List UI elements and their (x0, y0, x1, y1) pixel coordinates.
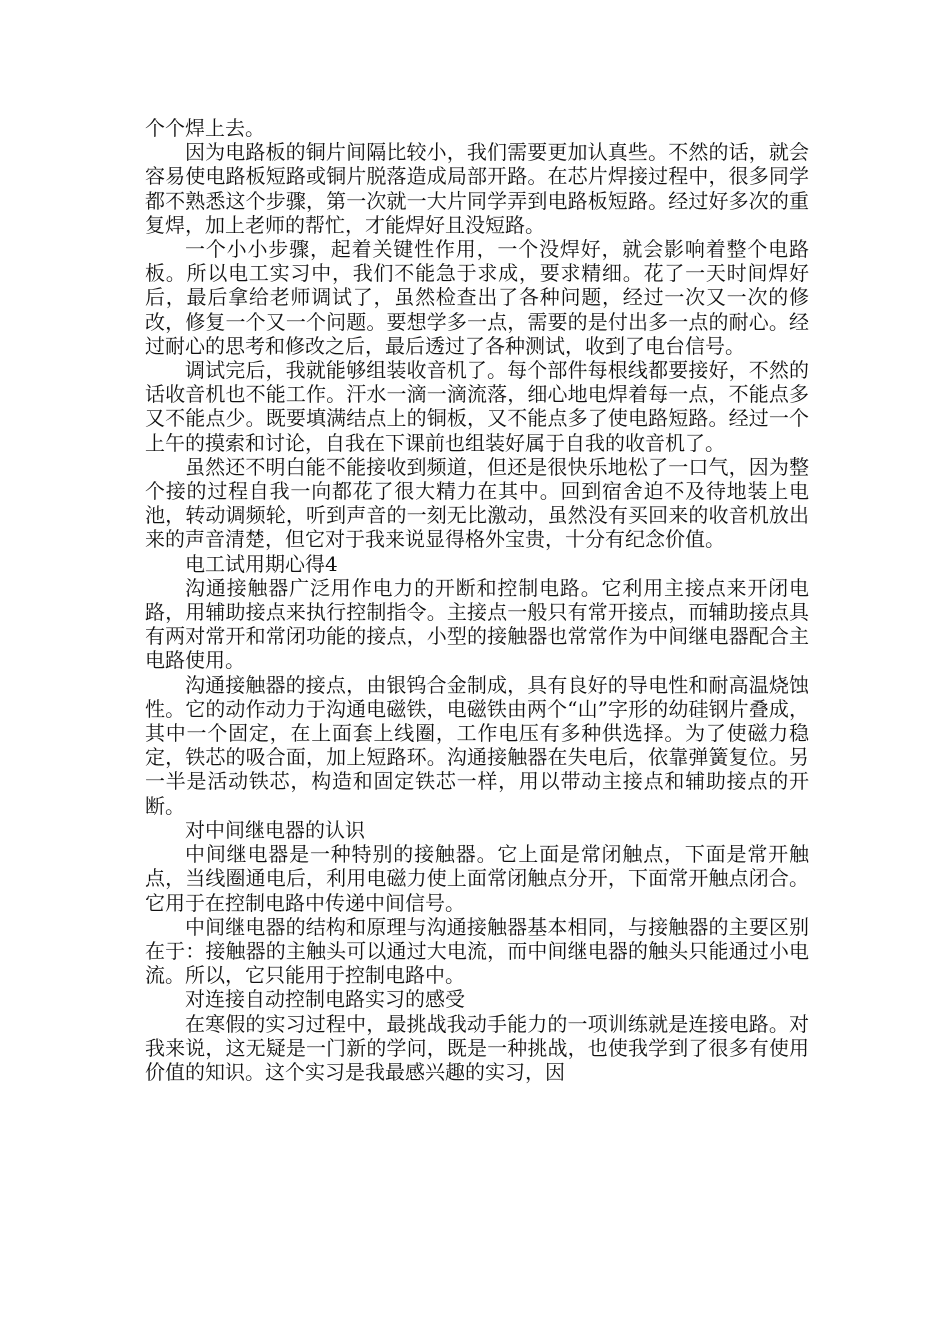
paragraph-key-step: 一个小小步骤，起着关键性作用，一个没焊好，就会影响着整个电路板。所以电工实习中，我们不能急于求成，要求精细。花了一天时间焊好后，最后拿给老师调试了，虽然检查出了各种问题，经过一次又一次的修改，修复一个又一个问题。要想学多一点，需要的是付出多一点的耐心。经过耐心的思考和修改之后，最后透过了各种测试，收到了电台信号。 (145, 237, 809, 358)
paragraph-relay-definition: 中间继电器是一种特别的接触器。它上面是常闭触点，下面是常开触点，当线圈通电后，利用电磁力使上面常闭触点分开，下面常开触点闭合。它用于在控制电路中传递中间信号。 (145, 842, 809, 915)
paragraph-contactor-structure: 沟通接触器的接点，由银钨合金制成，具有良好的导电性和耐高温烧蚀性。它的动作动力于沟通电磁铁，电磁铁由两个“山”字形的幼硅钢片叠成，其中一个固定，在上面套上线圈，工作电压有多种供选择。为了使磁力稳定，铁芯的吸合面，加上短路环。沟通接触器在失电后，依靠弹簧复位。另一半是活动铁芯，构造和固定铁芯一样，用以带动主接点和辅助接点的开断。 (145, 672, 809, 818)
paragraph-radio-test: 虽然还不明白能不能接收到频道，但还是很快乐地松了一口气，因为整个接的过程自我一向都花了很大精力在其中。回到宿舍迫不及待地装上电池，转动调频轮，听到声音的一刻无比激动，虽然没有买回来的收音机放出来的声音清楚，但它对于我来说显得格外宝贵，十分有纪念价值。 (145, 454, 809, 552)
paragraph-control-circuit: 在寒假的实习过程中，最挑战我动手能力的一项训练就是连接电路。对我来说，这无疑是一门新的学问，既是一种挑战，也使我学到了很多有使用价值的知识。这个实习是我最感兴趣的实习，因 (145, 1011, 809, 1084)
document-page (145, 116, 809, 1084)
paragraph-contactor-usage: 沟通接触器广泛用作电力的开断和控制电路。它利用主接点来开闭电路，用辅助接点来执行控制指令。主接点一般只有常开接点，而辅助接点具有两对常开和常闭功能的接点，小型的接触器也常常作为中间继电器配合主电路使用。 (145, 575, 809, 673)
paragraph-radio-assembly: 调试完后，我就能够组装收音机了。每个部件每根线都要接好，不然的话收音机也不能工作。汗水一滴一滴流落，细心地电焊着每一点，不能点多又不能点少。既要填满结点上的铜板，又不能点多了使电路短路。经过一个上午的摸索和讨论，自我在下课前也组装好属于自我的收音机了。 (145, 358, 809, 455)
section-heading-relay: 对中间继电器的认识 (185, 817, 365, 842)
paragraph-continuation: 个个焊上去。 (145, 116, 265, 140)
section-heading-experience-4: 电工试用期心得4 (185, 551, 338, 576)
paragraph-relay-difference: 中间继电器的结构和原理与沟通接触器基本相同，与接触器的主要区别在于：接触器的主触头可以通过大电流，而中间继电器的触头只能通过小电流。所以，它只能用于控制电路中。 (145, 914, 809, 988)
paragraph-soldering-care: 因为电路板的铜片间隔比较小，我们需要更加认真些。不然的话，就会容易使电路板短路或铜片脱落造成局部开路。在芯片焊接过程中，很多同学都不熟悉这个步骤，第一次就一大片同学弄到电路板短路。经过好多次的重复焊，加上老师的帮忙，才能焊好且没短路。 (145, 140, 809, 237)
section-heading-control-circuit: 对连接自动控制电路实习的感受 (185, 987, 465, 1012)
